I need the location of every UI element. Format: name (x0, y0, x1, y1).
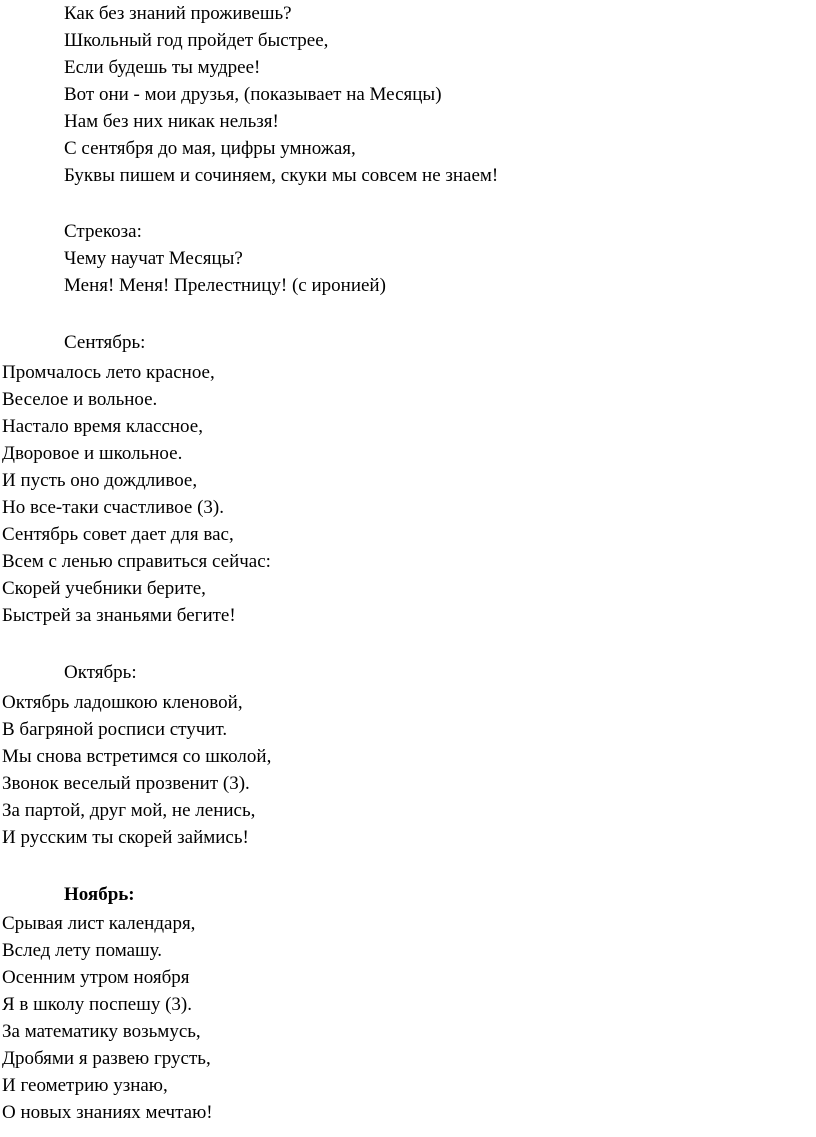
october-line: Октябрь ладошкою кленовой, (2, 692, 243, 713)
november-line: Вслед лету помашу. (2, 940, 163, 961)
speaker-september: Сентябрь: (64, 332, 146, 353)
september-line: Скорей учебники берите, (2, 578, 206, 599)
november-line: Осенним утром ноября (2, 967, 190, 988)
september-line: Настало время классное, (2, 416, 203, 437)
intro-line: Вот они - мои друзья, (показывает на Месяцы) (64, 84, 442, 105)
november-line: И геометрию узнаю, (2, 1075, 168, 1096)
september-line: Быстрей за знаньями бегите! (2, 605, 236, 626)
strekoza-line: Чему научат Месяцы? (64, 248, 243, 269)
november-line: За математику возьмусь, (2, 1021, 201, 1042)
speaker-october: Октябрь: (64, 662, 137, 683)
strekoza-line: Меня! Меня! Прелестницу! (с иронией) (64, 275, 386, 296)
september-line: Дворовое и школьное. (2, 443, 183, 464)
intro-line: Школьный год пройдет быстрее, (64, 30, 329, 51)
intro-line: Нам без них никак нельзя! (64, 111, 279, 132)
speaker-strekoza: Стрекоза: (64, 221, 142, 242)
september-line: Промчалось лето красное, (2, 362, 215, 383)
september-line: Всем с ленью справиться сейчас: (2, 551, 271, 572)
october-line: За партой, друг мой, не ленись, (2, 800, 256, 821)
october-line: Звонок веселый прозвенит (3). (2, 773, 250, 794)
november-line: Срывая лист календаря, (2, 913, 196, 934)
intro-line: Если будешь ты мудрее! (64, 57, 261, 78)
october-line: В багряной росписи стучит. (2, 719, 228, 740)
november-line: Я в школу поспешу (3). (2, 994, 192, 1015)
october-line: Мы снова встретимся со школой, (2, 746, 272, 767)
september-line: Веселое и вольное. (2, 389, 158, 410)
intro-line: Как без знаний проживешь? (64, 3, 292, 24)
intro-line: Буквы пишем и сочиняем, скуки мы совсем не знаем! (64, 165, 499, 186)
september-line: Но все-таки счастливое (3). (2, 497, 224, 518)
october-line: И русским ты скорей займись! (2, 827, 249, 848)
september-line: И пусть оно дождливое, (2, 470, 198, 491)
intro-line: С сентября до мая, цифры умножая, (64, 138, 356, 159)
november-line: Дробями я развею грусть, (2, 1048, 211, 1069)
november-line: О новых знаниях мечтаю! (2, 1102, 213, 1123)
september-line: Сентябрь совет дает для вас, (2, 524, 234, 545)
speaker-november: Ноябрь: (64, 884, 135, 905)
